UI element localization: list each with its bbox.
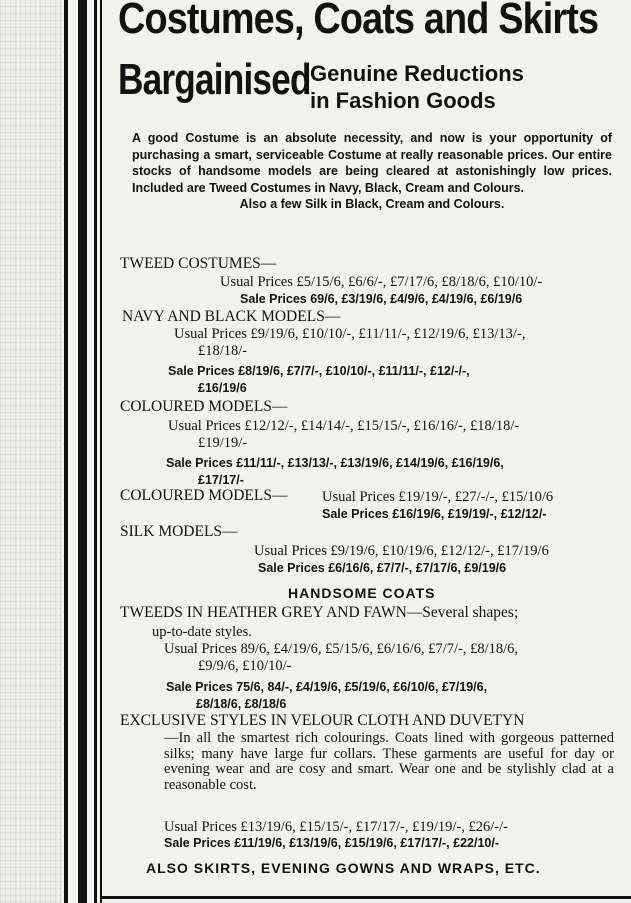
navy-black-sale-prices-1: Sale Prices £8/19/6, £7/7/-, £10/10/-, £11/11/-, £12/-/-, xyxy=(168,364,470,378)
tweeds-heather-usual-prices-2: £9/9/6, £10/10/- xyxy=(198,658,292,674)
exclusive-styles-heading: EXCLUSIVE STYLES IN VELOUR CLOTH AND DUVETYN xyxy=(120,712,525,729)
exclusive-styles-description: —In all the smartest rich colourings. Coats lined with gorgeous patterned silks; many have large fur collars. These garments are useful for day or evening wear and are cosy and smart. Wear one and be stylishly clad at a reasonable cost. xyxy=(164,730,614,793)
intro-last-line: Also a few Silk in Black, Cream and Colours. xyxy=(239,197,505,211)
tweeds-heather-sale-prices-2: £8/18/6, £8/18/6 xyxy=(196,697,287,711)
tweed-costumes-usual-prices: Usual Prices £5/15/6, £6/6/-, £7/17/6, £8/18/6, £10/10/- xyxy=(220,274,543,290)
intro-text: A good Costume is an absolute necessity, and now is your opportunity of purchasing a smart, serviceable Costume at really reasonable prices. Our entire stocks of handsome models are being cleared at astonishingly low prices. Included are Tweed Costumes in Navy, Black, Cream and Colours. xyxy=(132,131,612,195)
coloured-models-2-sale-prices: Sale Prices £16/19/6, £19/19/-, £12/12/- xyxy=(322,507,547,521)
exclusive-styles-usual-prices: Usual Prices £13/19/6, £15/15/-, £17/17/-, £19/19/-, £26/-/- xyxy=(164,819,508,835)
coloured-models-usual-prices-1: Usual Prices £12/12/-, £14/14/-, £15/15/-, £16/16/-, £18/18/- xyxy=(168,418,520,434)
navy-black-usual-prices-1: Usual Prices £9/19/6, £10/10/-, £11/11/-, £12/19/6, £13/13/-, xyxy=(174,326,526,342)
coloured-models-2-usual-prices: Usual Prices £19/19/-, £27/-/-, £15/10/6 xyxy=(322,489,554,505)
silk-models-heading: SILK MODELS— xyxy=(120,523,238,540)
silk-models-sale-prices: Sale Prices £6/16/6, £7/7/-, £7/17/6, £9/19/6 xyxy=(258,561,507,575)
coloured-models-2-heading: COLOURED MODELS— xyxy=(120,487,288,504)
headline-line-1: Costumes, Coats and Skirts xyxy=(118,0,599,43)
column-rule xyxy=(64,0,68,903)
subheadline-line-2: in Fashion Goods xyxy=(310,88,496,113)
coloured-models-usual-prices-2: £19/19/- xyxy=(198,435,248,451)
tweed-costumes-sale-prices: Sale Prices 69/6, £3/19/6, £4/9/6, £4/19/6, £6/19/6 xyxy=(240,292,523,306)
handsome-coats-heading: HANDSOME COATS xyxy=(288,585,436,601)
intro-paragraph xyxy=(132,130,612,213)
border-rule-thick xyxy=(78,0,87,903)
adjacent-column-strip xyxy=(0,0,62,903)
footer-line: ALSO SKIRTS, EVENING GOWNS AND WRAPS, ETC. xyxy=(146,860,541,876)
tweeds-heather-usual-prices-1: Usual Prices 89/6, £4/19/6, £5/15/6, £6/16/6, £7/7/-, £8/18/6, xyxy=(164,641,519,657)
border-rule-thin xyxy=(94,0,97,903)
bottom-rule xyxy=(100,896,631,899)
silk-models-usual-prices: Usual Prices £9/19/6, £10/19/6, £12/12/-, £17/19/6 xyxy=(254,543,549,559)
coloured-models-sale-prices-1: Sale Prices £11/11/-, £13/13/-, £13/19/6, £14/19/6, £16/19/6, xyxy=(166,456,504,470)
tweeds-heather-styles: up-to-date styles. xyxy=(152,624,252,640)
tweeds-heather-heading: TWEEDS IN HEATHER GREY AND FAWN—Several shapes; xyxy=(120,604,519,621)
exclusive-styles-sale-prices: Sale Prices £11/19/6, £13/19/6, £15/19/6, £17/17/-, £22/10/- xyxy=(164,836,499,850)
navy-black-usual-prices-2: £18/18/- xyxy=(198,343,248,359)
coloured-models-heading: COLOURED MODELS— xyxy=(120,398,288,415)
subheadline-line-1: Genuine Reductions xyxy=(310,61,524,86)
border-rule-inner xyxy=(100,0,102,903)
coloured-models-sale-prices-2: £17/17/- xyxy=(198,473,244,487)
tweed-costumes-heading: TWEED COSTUMES— xyxy=(120,255,277,272)
navy-black-heading: NAVY AND BLACK MODELS— xyxy=(122,308,341,325)
subheadline xyxy=(310,60,524,114)
navy-black-sale-prices-2: £16/19/6 xyxy=(198,381,247,395)
headline-line-2: Bargainised xyxy=(118,55,311,104)
tweeds-heather-sale-prices-1: Sale Prices 75/6, 84/-, £4/19/6, £5/19/6, £6/10/6, £7/19/6, xyxy=(166,680,488,694)
